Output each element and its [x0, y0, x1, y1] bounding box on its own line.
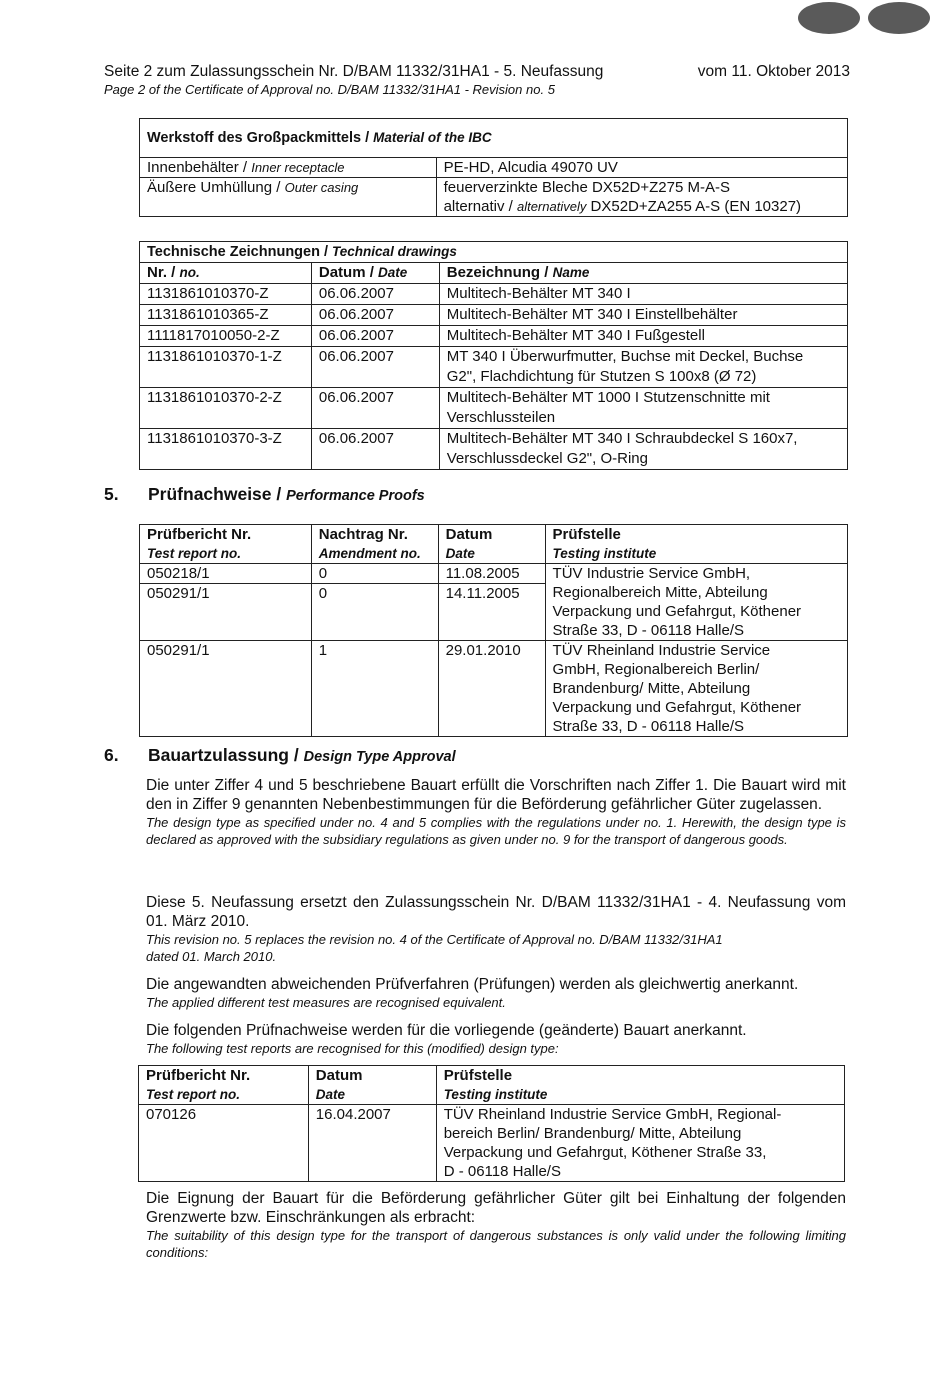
table-row: [140, 564, 848, 584]
header-date: Datum / Date: [311, 263, 439, 284]
report-no: 050218/1: [140, 564, 312, 584]
material-table: [139, 118, 848, 217]
drawing-no: 1131861010365-Z: [140, 305, 312, 326]
testing-institute: TÜV Industrie Service GmbH, Regionalbereich Mitte, Abteilung Verpackung und Gefahrgut, Köthener Straße 33, D - 06118 Halle/S: [545, 564, 847, 641]
material-value: feuerverzinkte Bleche DX52D+Z275 M-A-S alternativ / alternatively DX52D+ZA255 A-S (EN 10327): [436, 178, 847, 217]
table-row: [140, 388, 848, 429]
paragraph-test-methods: Die angewandten abweichenden Prüfverfahren (Prüfungen) werden als gleichwertig anerkannt. The applied different test measures are recognised equivalent.: [146, 976, 799, 1010]
drawings-title-row: [140, 242, 848, 263]
test-report-table: [138, 1065, 845, 1182]
drawing-no: 1111817010050-2-Z: [140, 326, 312, 347]
header-line-en: Page 2 of the Certificate of Approval no. D/BAM 11332/31HA1 - Revision no. 5: [104, 82, 555, 97]
amendment-no: 0: [311, 584, 438, 641]
report-date: 14.11.2005: [438, 584, 545, 641]
table-row: [140, 429, 848, 470]
header-name: Bezeichnung / Name: [439, 263, 847, 284]
table-row: [140, 158, 848, 178]
header-report: Prüfbericht Nr. Test report no.: [140, 525, 312, 564]
material-title-row: [140, 119, 848, 158]
performance-table: [139, 524, 848, 737]
material-value: PE-HD, Alcudia 49070 UV: [436, 158, 847, 178]
drawing-no: 1131861010370-Z: [140, 284, 312, 305]
drawing-date: 06.06.2007: [311, 305, 439, 326]
header-line-de: Seite 2 zum Zulassungsschein Nr. D/BAM 11332/31HA1 - 5. Neufassung: [104, 63, 604, 80]
drawing-name: Multitech-Behälter MT 340 I: [439, 284, 847, 305]
material-title: Werkstoff des Großpackmittels / Material of the IBC: [140, 119, 848, 158]
paragraph-approval: Die unter Ziffer 4 und 5 beschriebene Bauart erfüllt die Vorschriften nach Ziffer 1. Die Bauart wird mit den in Ziffer 9 genannten Nebenbestimmungen für die Beförderung gefährlicher Güter zugelassen. The design type as specified under no. 4 and 5 complies with the regulations under no. 1. Herewith, the design type is declared as approved with the subsidiary regulations as given under no. 9 for the transport of dangerous goods.: [146, 777, 846, 847]
drawing-name: Multitech-Behälter MT 340 I Schraubdeckel S 160x7, Verschlussdeckel G2", O-Ring: [439, 429, 847, 470]
drawing-no: 1131861010370-2-Z: [140, 388, 312, 429]
paragraph-suitability: Die Eignung der Bauart für die Beförderung gefährlicher Güter gilt bei Einhaltung der folgenden Grenzwerte bzw. Einschränkungen als erbracht: The suitability of this design type for the transport of dangerous substances is only valid under the following limiting conditions:: [146, 1190, 846, 1260]
testing-institute: TÜV Rheinland Industrie Service GmbH, Regionalbereich Berlin/ Brandenburg/ Mitte, Abteilung Verpackung und Gefahrgut, Köthener Straße 33, D - 06118 Halle/S: [545, 641, 847, 737]
performance-header-row: [140, 525, 848, 564]
report-date: 29.01.2010: [438, 641, 545, 737]
drawing-no: 1131861010370-3-Z: [140, 429, 312, 470]
report-date: 16.04.2007: [308, 1105, 436, 1182]
testing-institute: TÜV Rheinland Industrie Service GmbH, Regional- bereich Berlin/ Brandenburg/ Mitte, Abteilung Verpackung und Gefahrgut, Köthener Straße 33, D - 06118 Halle/S: [436, 1105, 844, 1182]
table-row: [139, 1105, 845, 1182]
drawings-table: [139, 241, 848, 470]
drawing-date: 06.06.2007: [311, 326, 439, 347]
drawing-date: 06.06.2007: [311, 429, 439, 470]
table-row: [140, 326, 848, 347]
report-no: 050291/1: [140, 584, 312, 641]
header-date: vom 11. Oktober 2013: [697, 63, 850, 80]
drawing-name: MT 340 I Überwurfmutter, Buchse mit Deckel, Buchse G2", Flachdichtung für Stutzen S 100x8 (Ø 72): [439, 347, 847, 388]
report-date: 11.08.2005: [438, 564, 545, 584]
material-label: Äußere Umhüllung / Outer casing: [140, 178, 437, 217]
header-institute: Prüfstelle Testing institute: [436, 1066, 844, 1105]
header-no: Nr. / no.: [140, 263, 312, 284]
table-row: [140, 641, 848, 737]
drawing-no: 1131861010370-1-Z: [140, 347, 312, 388]
drawing-date: 06.06.2007: [311, 388, 439, 429]
drawings-header-row: [140, 263, 848, 284]
header-amendment: Nachtrag Nr. Amendment no.: [311, 525, 438, 564]
table-row: [140, 178, 848, 217]
drawing-name: Multitech-Behälter MT 1000 I Stutzenschnitte mit Verschlussteilen: [439, 388, 847, 429]
page-header: [104, 62, 850, 98]
test-report-header-row: [139, 1066, 845, 1105]
table-row: [140, 305, 848, 326]
punch-hole-right: [868, 2, 930, 34]
paragraph-test-reports: Die folgenden Prüfnachweise werden für die vorliegende (geänderte) Bauart anerkannt. The following test reports are recognised for this (modified) design type:: [146, 1022, 747, 1056]
drawings-title: Technische Zeichnungen / Technical drawings: [140, 242, 848, 263]
amendment-no: 0: [311, 564, 438, 584]
paragraph-revision: Diese 5. Neufassung ersetzt den Zulassungsschein Nr. D/BAM 11332/31HA1 - 4. Neufassung vom 01. März 2010. This revision no. 5 replaces the revision no. 4 of the Certificate of Approval no. D/BAM 11332/31HA1 dated 01. March 2010.: [146, 894, 846, 964]
header-date: Datum Date: [308, 1066, 436, 1105]
report-no: 050291/1: [140, 641, 312, 737]
table-row: [140, 284, 848, 305]
drawing-date: 06.06.2007: [311, 347, 439, 388]
report-no: 070126: [139, 1105, 309, 1182]
table-row: [140, 347, 848, 388]
header-institute: Prüfstelle Testing institute: [545, 525, 847, 564]
header-report: Prüfbericht Nr. Test report no.: [139, 1066, 309, 1105]
drawing-name: Multitech-Behälter MT 340 I Fußgestell: [439, 326, 847, 347]
punch-hole-left: [798, 2, 860, 34]
header-date: Datum Date: [438, 525, 545, 564]
amendment-no: 1: [311, 641, 438, 737]
drawing-name: Multitech-Behälter MT 340 I Einstellbehälter: [439, 305, 847, 326]
drawing-date: 06.06.2007: [311, 284, 439, 305]
material-label: Innenbehälter / Inner receptacle: [140, 158, 437, 178]
